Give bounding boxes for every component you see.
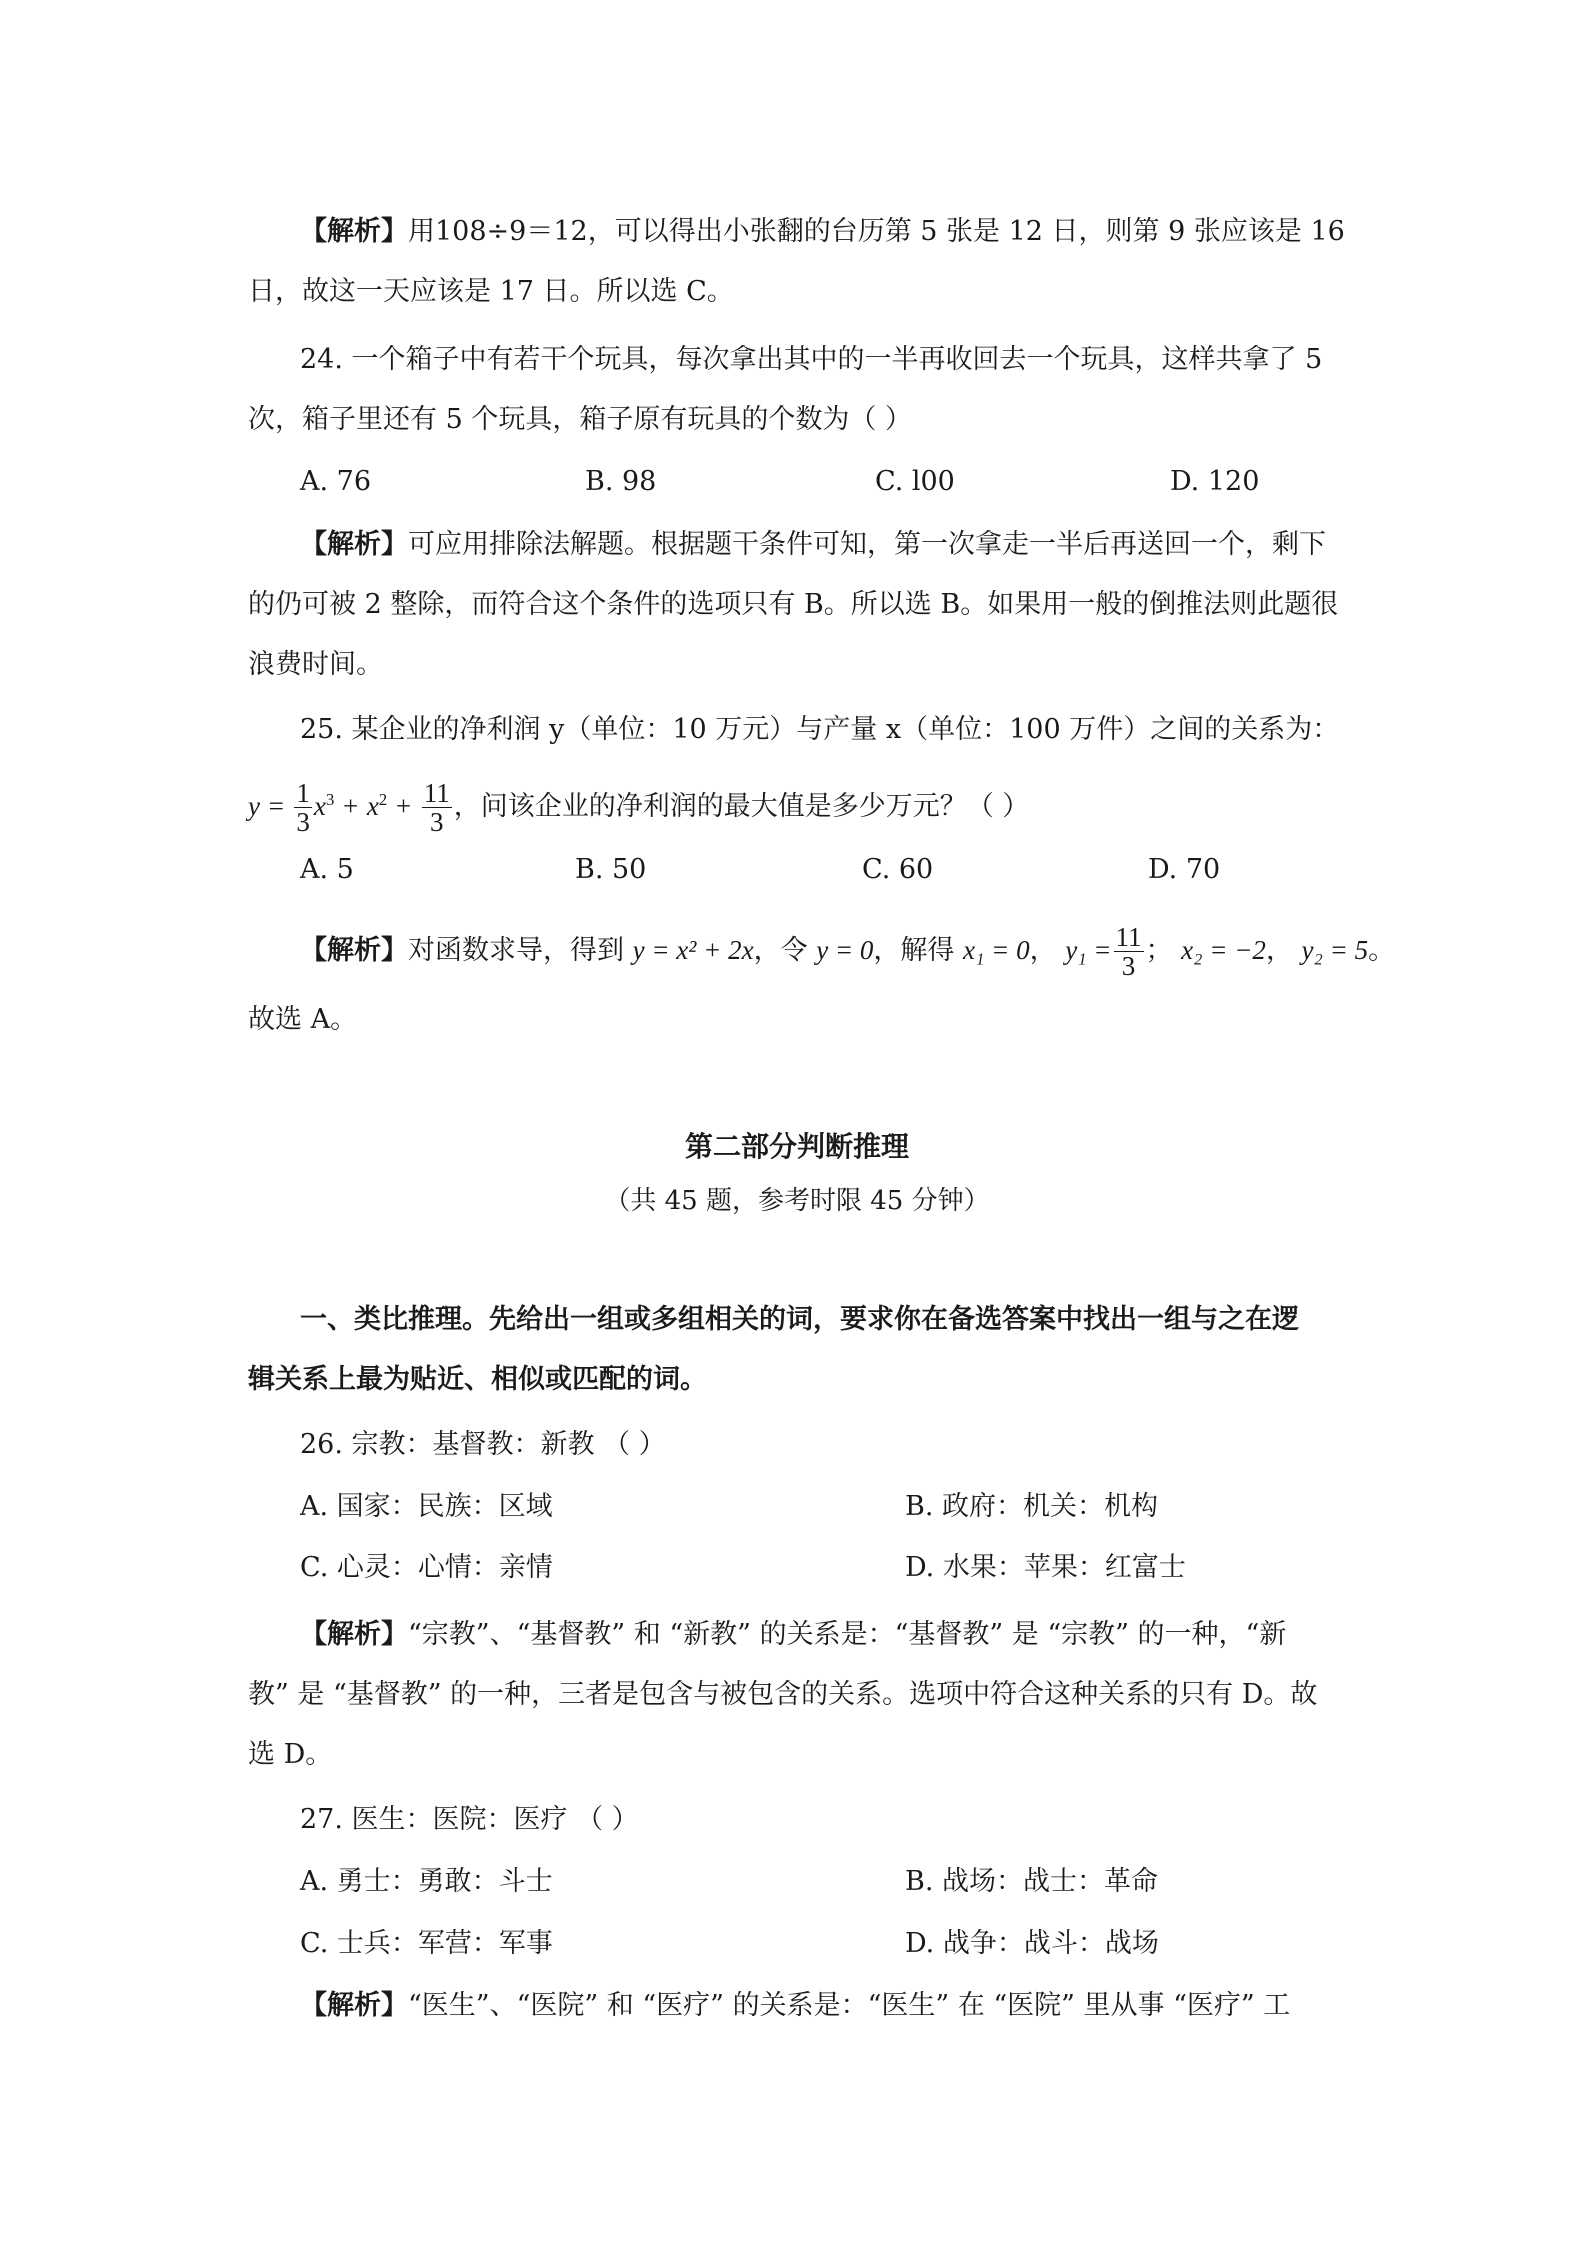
q24-stem-line1: 24. 一个箱子中有若干个玩具，每次拿出其中的一半再收回去一个玩具，这样共拿了 5 bbox=[300, 344, 1323, 375]
q24-option-c: C. l00 bbox=[875, 466, 955, 497]
analysis-tag: 【解析】 bbox=[300, 1990, 408, 2021]
q25-stem-line2: y = $\frac{1}{3}$ $x^3 + x^2$ + $\frac{11}{3}$ ，问该企业的净利润的最大值是多少万元？（ ） bbox=[248, 778, 1030, 837]
q25-option-a: A. 5 bbox=[300, 854, 354, 885]
q24-analysis-line2: 的仍可被 2 整除，而符合这个条件的选项只有 B。所以选 B。如果用一般的倒推法则此题很 bbox=[248, 589, 1339, 620]
fraction: $\frac{11}{3}$ bbox=[1115, 922, 1142, 981]
q25-option-c: C. 60 bbox=[862, 854, 934, 885]
q25-option-d: D. 70 bbox=[1148, 854, 1221, 885]
q25-analysis-line1: 【解析】对函数求导，得到 y = x² + 2x，令 y = 0，解得 x₁ = 0， y₁ = $\frac{11}{3}$ ； x₂ = −2， y₂ = 5。 bbox=[300, 922, 1396, 981]
q27-stem: 27. 医生：医院：医疗 （ ） bbox=[300, 1804, 639, 1835]
q24-analysis-line3: 浪费时间。 bbox=[248, 649, 383, 680]
q23-analysis-line1: 【解析】用108÷9＝12，可以得出小张翻的台历第 5 张是 12 日，则第 9 张应该是 16 bbox=[300, 216, 1345, 247]
q26-option-a: A. 国家：民族：区域 bbox=[300, 1491, 553, 1522]
analysis-tag: 【解析】 bbox=[300, 1619, 408, 1650]
q26-analysis-line1: 【解析】“宗教”、“基督教” 和 “新教” 的关系是：“基督教” 是 “宗教” 的一种，“新 bbox=[300, 1619, 1287, 1650]
part-title: 第二部分判断推理 bbox=[684, 1130, 909, 1163]
q27-analysis-line1: 【解析】“医生”、“医院” 和 “医疗” 的关系是：“医生” 在 “医院” 里从事 “医疗” 工 bbox=[300, 1990, 1291, 2021]
q25-analysis-line2: 故选 A。 bbox=[248, 1004, 358, 1035]
q24-option-a: A. 76 bbox=[300, 466, 372, 497]
q24-option-d: D. 120 bbox=[1170, 466, 1260, 497]
q27-option-c: C. 士兵：军营：军事 bbox=[300, 1928, 553, 1959]
q24-option-b: B. 98 bbox=[585, 466, 657, 497]
q26-analysis-line2: 教” 是 “基督教” 的一种，三者是包含与被包含的关系。选项中符合这种关系的只有 D。故 bbox=[248, 1679, 1318, 1710]
part-subtitle: （共 45 题，参考时限 45 分钟） bbox=[604, 1186, 990, 1216]
section-intro-line2: 辑关系上最为贴近、相似或匹配的词。 bbox=[248, 1364, 707, 1395]
q24-stem-line2: 次，箱子里还有 5 个玩具，箱子原有玩具的个数为（ ） bbox=[248, 404, 912, 435]
q27-option-a: A. 勇士：勇敢：斗士 bbox=[300, 1866, 553, 1897]
analysis-tag: 【解析】 bbox=[300, 529, 408, 560]
fraction: $\frac{1}{3}$ bbox=[296, 778, 310, 837]
q26-option-c: C. 心灵：心情：亲情 bbox=[300, 1552, 553, 1583]
q24-analysis-line1: 【解析】可应用排除法解题。根据题干条件可知，第一次拿走一半后再送回一个，剩下 bbox=[300, 529, 1326, 560]
q27-option-b: B. 战场：战士：革命 bbox=[905, 1866, 1159, 1897]
fraction: $\frac{11}{3}$ bbox=[423, 778, 450, 837]
analysis-tag: 【解析】 bbox=[300, 935, 408, 966]
section-intro-line1: 一、类比推理。先给出一组或多组相关的词，要求你在备选答案中找出一组与之在逻 bbox=[300, 1304, 1299, 1335]
q25-stem-line1: 25. 某企业的净利润 y（单位：10 万元）与产量 x（单位：100 万件）之间的关系为： bbox=[300, 714, 1340, 745]
q26-option-b: B. 政府：机关：机构 bbox=[905, 1491, 1159, 1522]
q23-analysis-line2: 日，故这一天应该是 17 日。所以选 C。 bbox=[248, 276, 734, 307]
analysis-tag: 【解析】 bbox=[300, 216, 408, 247]
q26-analysis-line3: 选 D。 bbox=[248, 1739, 333, 1770]
q26-stem: 26. 宗教：基督教：新教 （ ） bbox=[300, 1429, 666, 1460]
q27-option-d: D. 战争：战斗：战场 bbox=[905, 1928, 1159, 1959]
q26-option-d: D. 水果：苹果：红富士 bbox=[905, 1552, 1186, 1583]
q25-option-b: B. 50 bbox=[575, 854, 647, 885]
